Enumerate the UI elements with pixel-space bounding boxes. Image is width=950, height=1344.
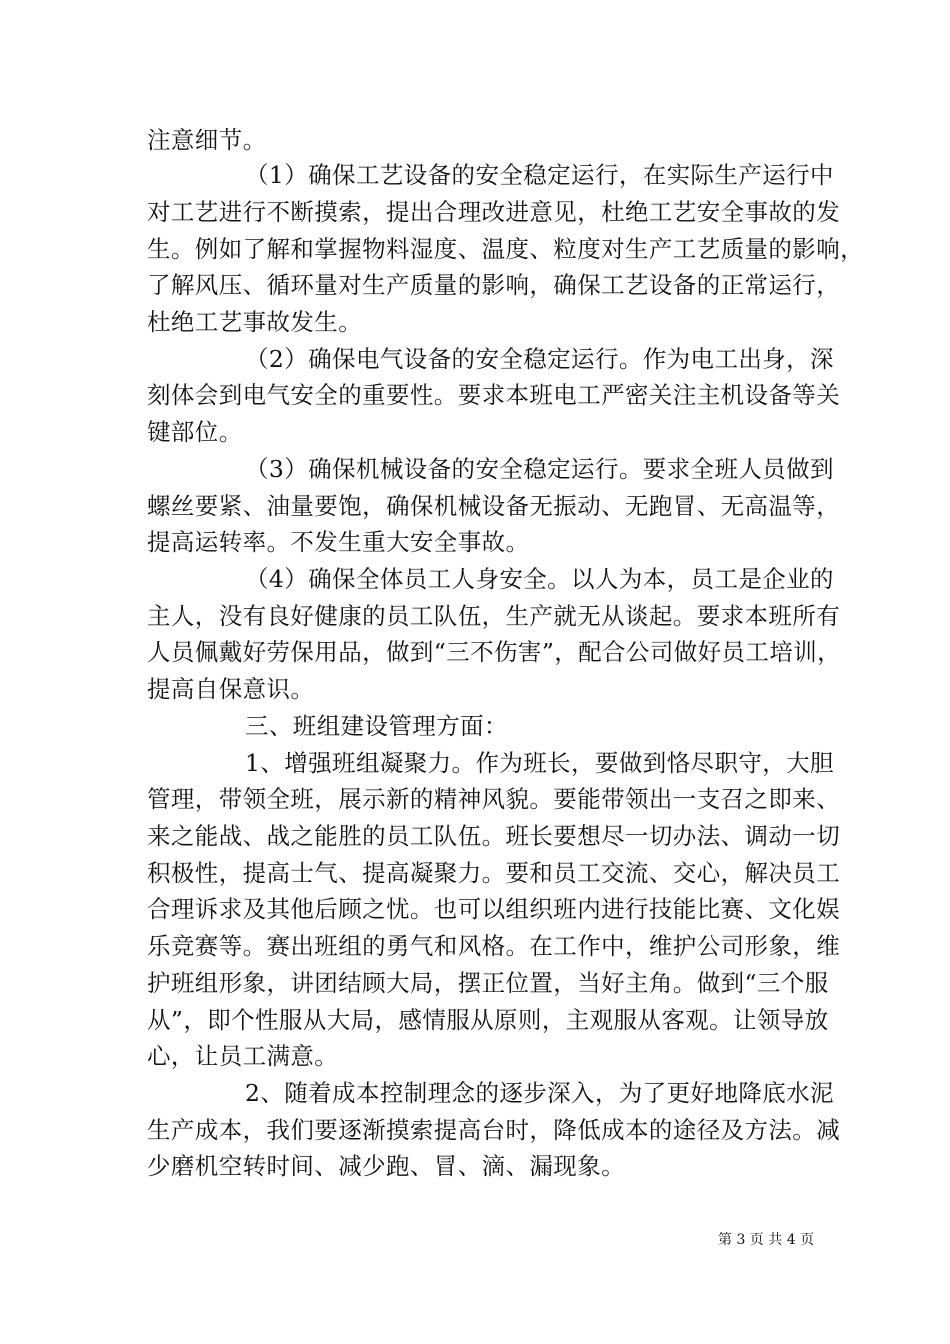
text-line: 生产成本，我们要逐渐摸索提高台时，降低成本的途径及方法。减 bbox=[147, 1116, 841, 1144]
text-line: 少磨机空转时间、减少跑、冒、滴、漏现象。 bbox=[147, 1152, 625, 1180]
text-line: 提高运转率。不发生重大安全事故。 bbox=[147, 528, 530, 556]
text-line: 人员佩戴好劳保用品，做到“三不伤害”，配合公司做好员工培训， bbox=[147, 638, 842, 666]
text-line: 护班组形象，讲团结顾大局，摆正位置，当好主角。做到“三个服 bbox=[147, 969, 829, 997]
text-line: 2、随着成本控制理念的逐步深入，为了更好地降底水泥 bbox=[245, 1079, 834, 1107]
text-line: （3）确保机械设备的安全稳定运行。要求全班人员做到 bbox=[245, 455, 834, 483]
text-line: 生。例如了解和掌握物料湿度、温度、粒度对生产工艺质量的影响， bbox=[147, 235, 864, 263]
text-line: 来之能战、战之能胜的员工队伍。班长要想尽一切办法、调动一切 bbox=[147, 822, 841, 850]
text-line: 了解风压、循环量对生产质量的影响，确保工艺设备的正常运行， bbox=[147, 271, 841, 299]
text-line: 提高自保意识。 bbox=[147, 675, 315, 703]
text-line: （4）确保全体员工人身安全。以人为本，员工是企业的 bbox=[245, 565, 834, 593]
page-number: 第 3 页 共 4 页 bbox=[718, 1232, 815, 1248]
text-line: 螺丝要紧、油量要饱，确保机械设备无振动、无跑冒、无高温等， bbox=[147, 492, 841, 520]
text-line: 积极性，提高士气、提高凝聚力。要和员工交流、交心，解决员工 bbox=[147, 859, 841, 887]
text-line: 杜绝工艺事故发生。 bbox=[147, 308, 363, 336]
text-line: 心，让员工满意。 bbox=[147, 1042, 339, 1070]
text-line: （1）确保工艺设备的安全稳定运行，在实际生产运行中 bbox=[245, 161, 834, 189]
section-heading: 三、班组建设管理方面： bbox=[245, 712, 508, 740]
text-line: 键部位。 bbox=[147, 418, 243, 446]
text-line: 乐竞赛等。赛出班组的勇气和风格。在工作中，维护公司形象，维 bbox=[147, 932, 841, 960]
text-line: 主人，没有良好健康的员工队伍，生产就无从谈起。要求本班所有 bbox=[147, 602, 841, 630]
text-line: 1、增强班组凝聚力。作为班长，要做到恪尽职守，大胆 bbox=[245, 749, 834, 777]
text-line: 对工艺进行不断摸索，提出合理改进意见，杜绝工艺安全事故的发 bbox=[147, 198, 841, 226]
text-line: （2）确保电气设备的安全稳定运行。作为电工出身，深 bbox=[245, 345, 834, 373]
text-line: 刻体会到电气安全的重要性。要求本班电工严密关注主机设备等关 bbox=[147, 381, 841, 409]
text-line: 注意细节。 bbox=[147, 126, 267, 154]
text-line: 从”，即个性服从大局，感情服从原则，主观服从客观。让领导放 bbox=[147, 1006, 829, 1034]
text-line: 管理，带领全班，展示新的精神风貌。要能带领出一支召之即来、 bbox=[147, 785, 841, 813]
text-line: 合理诉求及其他后顾之忧。也可以组织班内进行技能比赛、文化娱 bbox=[147, 895, 841, 923]
